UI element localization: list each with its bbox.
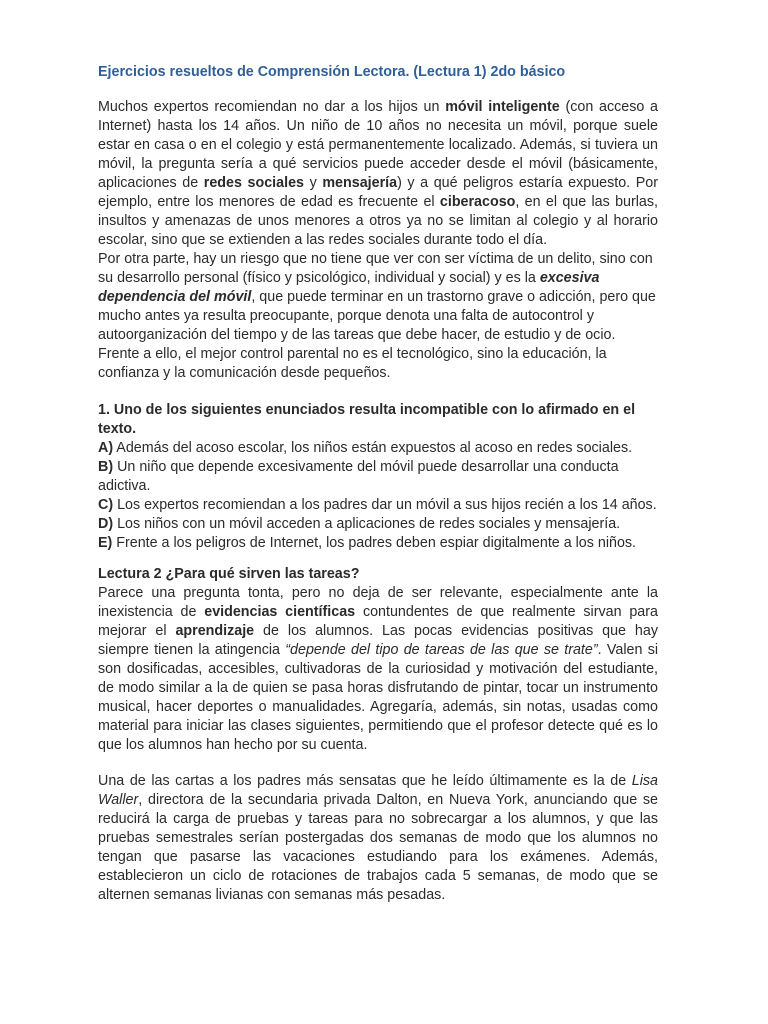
option-letter: C): [98, 497, 114, 513]
text-run: , directora de la secundaria privada Dalton, en Nueva York, anunciando que se reducirá la carga de pruebas y tareas para no sobrecargar a los alumnos, y que las pruebas semestrales serían postergadas dos semanas de modo que los alumnos no tengan que pasarse las vacaciones estudiando para los exámenes. Además, establecieron un ciclo de rotaciones de trabajos cada 5 semanas, de modo que se alternen semanas livianas con semanas más pesadas.: [98, 792, 658, 903]
option-text: Frente a los peligros de Internet, los padres deben espiar digitalmente a los niños.: [112, 535, 637, 551]
text-run: contundentes de que realmente sirvan para mejorar el: [98, 604, 658, 639]
italic-quote: “depende del tipo de tareas de las que se trate”: [285, 642, 598, 658]
text-run: ) y a qué peligros estaría expuesto. Por ejemplo, entre los menores de edad es frecuente el: [98, 175, 659, 210]
italic-name: Lisa Waller: [98, 773, 658, 808]
question-1-heading: 1. Uno de los siguientes enunciados resulta incompatible con lo afirmado en el texto.: [98, 402, 636, 437]
option-text: Los niños con un móvil acceden a aplicaciones de redes sociales y mensajería.: [113, 516, 621, 532]
option-text: Los expertos recomiendan a los padres dar un móvil a sus hijos recién a los 14 años.: [113, 497, 657, 513]
text-run: Parece una pregunta tonta, pero no deja de ser relevante, especialmente ante la inexistencia de: [98, 585, 658, 620]
text-run: . Valen si son dosificadas, accesibles, cultivadoras de la curiosidad y motivación del estudiante, de modo similar a la de quien se pasa horas disfrutando de pintar, tocar un instrumento musical, hacer deportes o manualidades. Agregaría, además, sin notas, usadas como material para iniciar las clases siguientes, permitiendo que el profesor detecte qué es lo que los alumnos han hecho por su cuenta.: [98, 642, 659, 753]
option-letter: D): [98, 516, 114, 532]
option-b: [98, 458, 658, 496]
text-run: Por otra parte, hay un riesgo que no tiene que ver con ser víctima de un delito, sino con su desarrollo personal (físico y psicológico, individual y social) y es la: [98, 251, 653, 286]
text-run: , en el que las burlas, insultos y amenazas de unos menores a otros ya no se limitan al colegio y al horario escolar, sino que se extienden a las redes sociales durante todo el día.: [98, 194, 658, 248]
bold-term: redes sociales: [203, 175, 304, 191]
option-a: [98, 439, 658, 458]
option-c: [98, 496, 658, 515]
text-run: Muchos expertos recomiendan no dar a los hijos un: [98, 99, 446, 115]
lectura2-paragraph-2: [98, 772, 658, 905]
document-page: [98, 62, 658, 905]
bold-term: móvil inteligente: [445, 99, 560, 115]
option-text: Un niño que depende excesivamente del móvil puede desarrollar una conducta adictiva.: [98, 459, 619, 494]
option-letter: A): [98, 440, 114, 456]
lectura1-paragraph-2: [98, 250, 658, 383]
text-run: , que puede terminar en un trastorno grave o adicción, pero que mucho antes ya resulta preocupante, porque denota una falta de autocontrol y autoorganización del tiempo y de las tareas que debe hacer, de estudio y de ocio. Frente a ello, el mejor control parental no es el tecnológico, sino la educación, la confianza y la comunicación desde pequeños.: [98, 289, 656, 381]
document-title: Ejercicios resueltos de Comprensión Lectora. (Lectura 1) 2do básico: [98, 64, 566, 80]
bold-term: evidencias científicas: [204, 604, 356, 620]
text-run: (con acceso a Internet) hasta los 14 años. Un niño de 10 años no necesita un móvil, porque suele estar en casa o en el colegio y está permanentemente localizado. Además, si tuviera un móvil, la pregunta sería a qué servicios puede acceder desde el móvil (básicamente, aplicaciones de: [98, 99, 658, 191]
text-run: de los alumnos. Las pocas evidencias positivas que hay siempre tienen la atingencia: [98, 623, 658, 658]
text-run: Una de las cartas a los padres más sensatas que he leído últimamente es la de: [98, 773, 632, 789]
bold-term: mensajería: [322, 175, 398, 191]
bold-italic-term: excesiva dependencia del móvil: [98, 270, 600, 305]
option-letter: B): [98, 459, 114, 475]
lectura1-paragraph-1: [98, 98, 658, 250]
lectura2-heading: Lectura 2 ¿Para qué sirven las tareas?: [98, 566, 360, 582]
option-letter: E): [98, 535, 113, 551]
lectura2-paragraph-1: [98, 584, 658, 755]
text-run: y: [303, 175, 323, 191]
bold-term: ciberacoso: [439, 194, 516, 210]
option-d: [98, 515, 658, 534]
option-e: [98, 534, 658, 553]
option-text: Además del acoso escolar, los niños están expuestos al acoso en redes sociales.: [113, 440, 633, 456]
bold-term: aprendizaje: [175, 623, 255, 639]
